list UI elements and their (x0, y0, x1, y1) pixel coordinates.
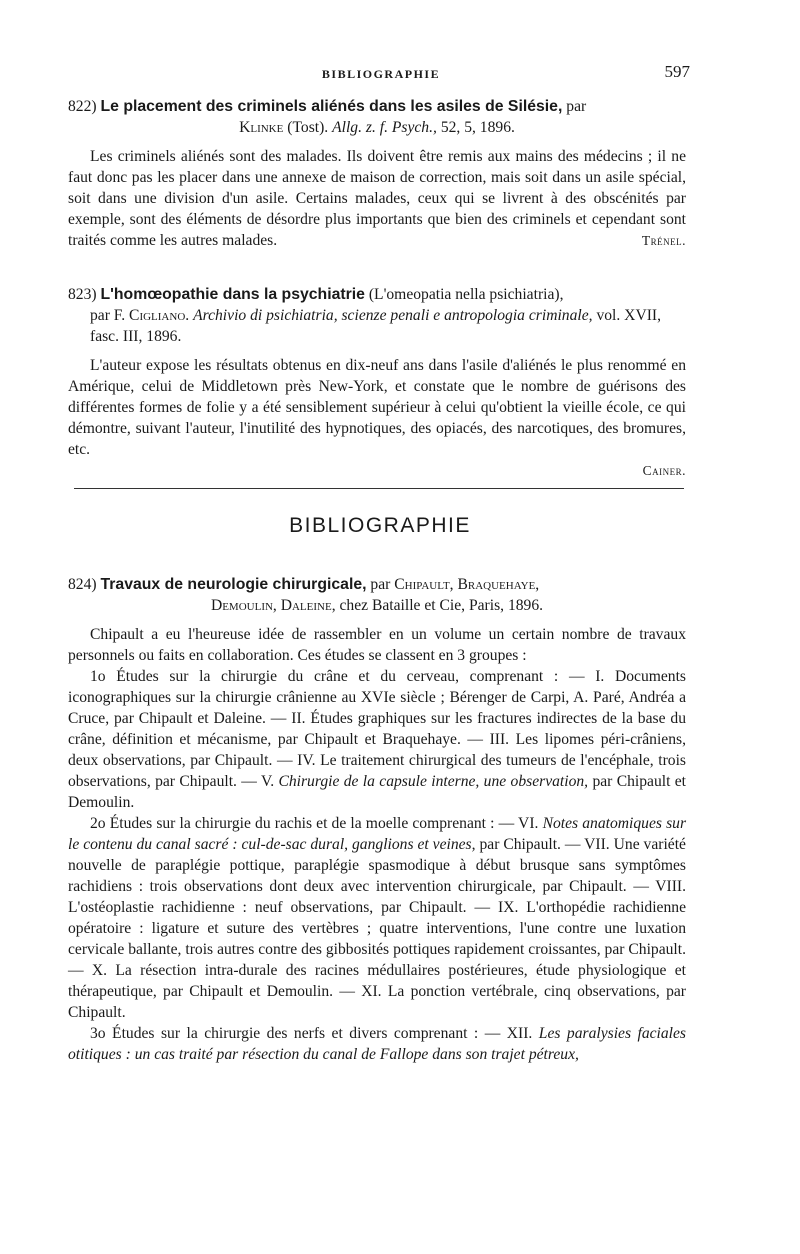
entry-author: Cigliano. (129, 307, 190, 324)
entry-author-note: (Tost). (287, 119, 329, 136)
entry-title: Le placement des criminels aliénés dans les asiles de Silésie, (100, 98, 563, 115)
entry-authors: Chipault, Braquehaye, (394, 576, 540, 593)
entry-title: Travaux de neurologie chirurgicale, (100, 576, 367, 593)
entry-number: 824) (68, 576, 97, 593)
group-2-text-end: par Chipault. — VII. Une variété nouvelle de paraplégie pottique, paraplégie spasmodique à début brusque sans symptômes rachidiens : trois observations dont deux avec intervention chirurgicale, par Chipault. — VIII. L'ostéoplastie rachidienne : neuf observations, par Chipault. — IX. L'orthopédie rachidienne opératoire : ligature et suture des vertèbres ; quatre interventions, l'une contre une luxation cervicale ballante, trois autres contre des gibbosités pottiques rapidement croissantes, par Chipault. — X. La résection intra-durale des racines médullaires postérieures, étude physiologique et thérapeutique, par Chipault et Demoulin. — XI. La ponction vertébrale, cinq observations, par Chipault. (68, 836, 686, 1021)
entry-reference: vol. XVII, fasc. III, 1896. (90, 307, 661, 345)
entry-822-heading (68, 96, 686, 138)
entry-subtitle: (L'omeopatia nella psichiatria), (368, 286, 564, 303)
section-divider (74, 488, 684, 489)
section-heading: BIBLIOGRAPHIE (289, 514, 471, 537)
entry-number: 823) (68, 286, 97, 303)
entry-par: par (566, 98, 587, 115)
entry-823 (68, 284, 686, 481)
entry-body (68, 146, 686, 251)
entry-824-heading (68, 574, 686, 616)
group-1-text: 1o Études sur la chirurgie du crâne et du cerveau, comprenant : — I. Documents iconographiques sur la chirurgie crânienne au XVIe siècle ; Bérenger de Carpi, A. Paré, Andréa a Cruce, par Chipault et Daleine. — II. Études graphiques sur les fractures indirectes de la base du crâne, définition et mécanisme, par Chipault et Braquehaye. — III. Les lipomes péri-crâniens, deux observations, par Chipault. — IV. Le traitement chirurgical des tumeurs de l'encéphale, trois observations, par Chipault. — V. (68, 668, 686, 790)
entry-author: Klinke (239, 119, 284, 136)
running-title: BIBLIOGRAPHIE (321, 67, 441, 81)
entry-823-heading (68, 284, 686, 347)
group-1 (68, 666, 686, 813)
group-3-italic: Les paralysies faciales otitiques : un cas traité par résection du canal de Fallope dans son trajet pétreux, (68, 1025, 686, 1063)
group-2 (68, 813, 686, 1023)
entry-824 (68, 574, 686, 1065)
entry-reference: 52, 5, 1896. (440, 119, 515, 136)
group-2-text: 2o Études sur la chirurgie du rachis et de la moelle comprenant : — VI. (90, 815, 539, 832)
entry-publisher: chez Bataille et Cie, Paris, 1896. (339, 597, 544, 614)
entry-intro: Chipault a eu l'heureuse idée de rassembler en un volume un certain nombre de travaux personnels ou faits en collaboration. Ces études se classent en 3 groupes : (68, 626, 686, 664)
entry-number: 822) (68, 98, 97, 115)
entry-body-text: Les criminels aliénés sont des malades. Ils doivent être remis aux mains des médecins ; il ne faut donc pas les placer dans une annexe de maison de correction, mais soit dans un asile spécial, soit dans une division d'un asile. Certains malades, ceux qui se livrent à des obscénités par exemple, sont des éléments de désordre plus importants que bien des criminels et cependant sont traités comme les autres malades. (68, 148, 686, 249)
entry-signature: Trénel. (641, 233, 686, 248)
entry-citation (68, 117, 686, 138)
entry-citation (68, 305, 686, 347)
entry-journal: Allg. z. f. Psych., (332, 119, 437, 136)
entry-par: par F. (90, 307, 126, 324)
group-1-text-end: par Chipault et Demoulin. (68, 773, 687, 811)
group-1-italic: Chirurgie de la capsule interne, une observation, (278, 773, 589, 790)
group-2-italic: Notes anatomiques sur le contenu du canal sacré : cul-de-sac dural, ganglions et veines, (68, 815, 687, 853)
running-head (72, 62, 690, 84)
group-3-text: 3o Études sur la chirurgie des nerfs et divers comprenant : — XII. (90, 1025, 533, 1042)
entry-signature: Cainer. (642, 463, 686, 478)
entry-par: par (370, 576, 391, 593)
page-number: 597 (664, 62, 690, 81)
entry-title: L'homœopathie dans la psychiatrie (100, 286, 365, 303)
entry-journal: Archivio di psichiatria, scienze penali e antropologia criminale, (193, 307, 593, 324)
entry-citation (68, 595, 686, 616)
group-3 (68, 1023, 686, 1065)
entry-822 (68, 96, 686, 251)
entry-authors-continued: Demoulin, Daleine, (210, 597, 336, 614)
entry-body: L'auteur expose les résultats obtenus en dix-neuf ans dans l'asile d'aliénés le plus renommé en Amérique, celui de Middletown près New-York, et constate que le nombre de guérisons des différentes formes de folie y a été sensiblement supérieur à celui qu'obtient la vieille école, ce qui démontre, suivant l'auteur, l'inutilité des hypnotiques, des opiacés, des narcotiques, des bromures, etc. (68, 357, 686, 458)
